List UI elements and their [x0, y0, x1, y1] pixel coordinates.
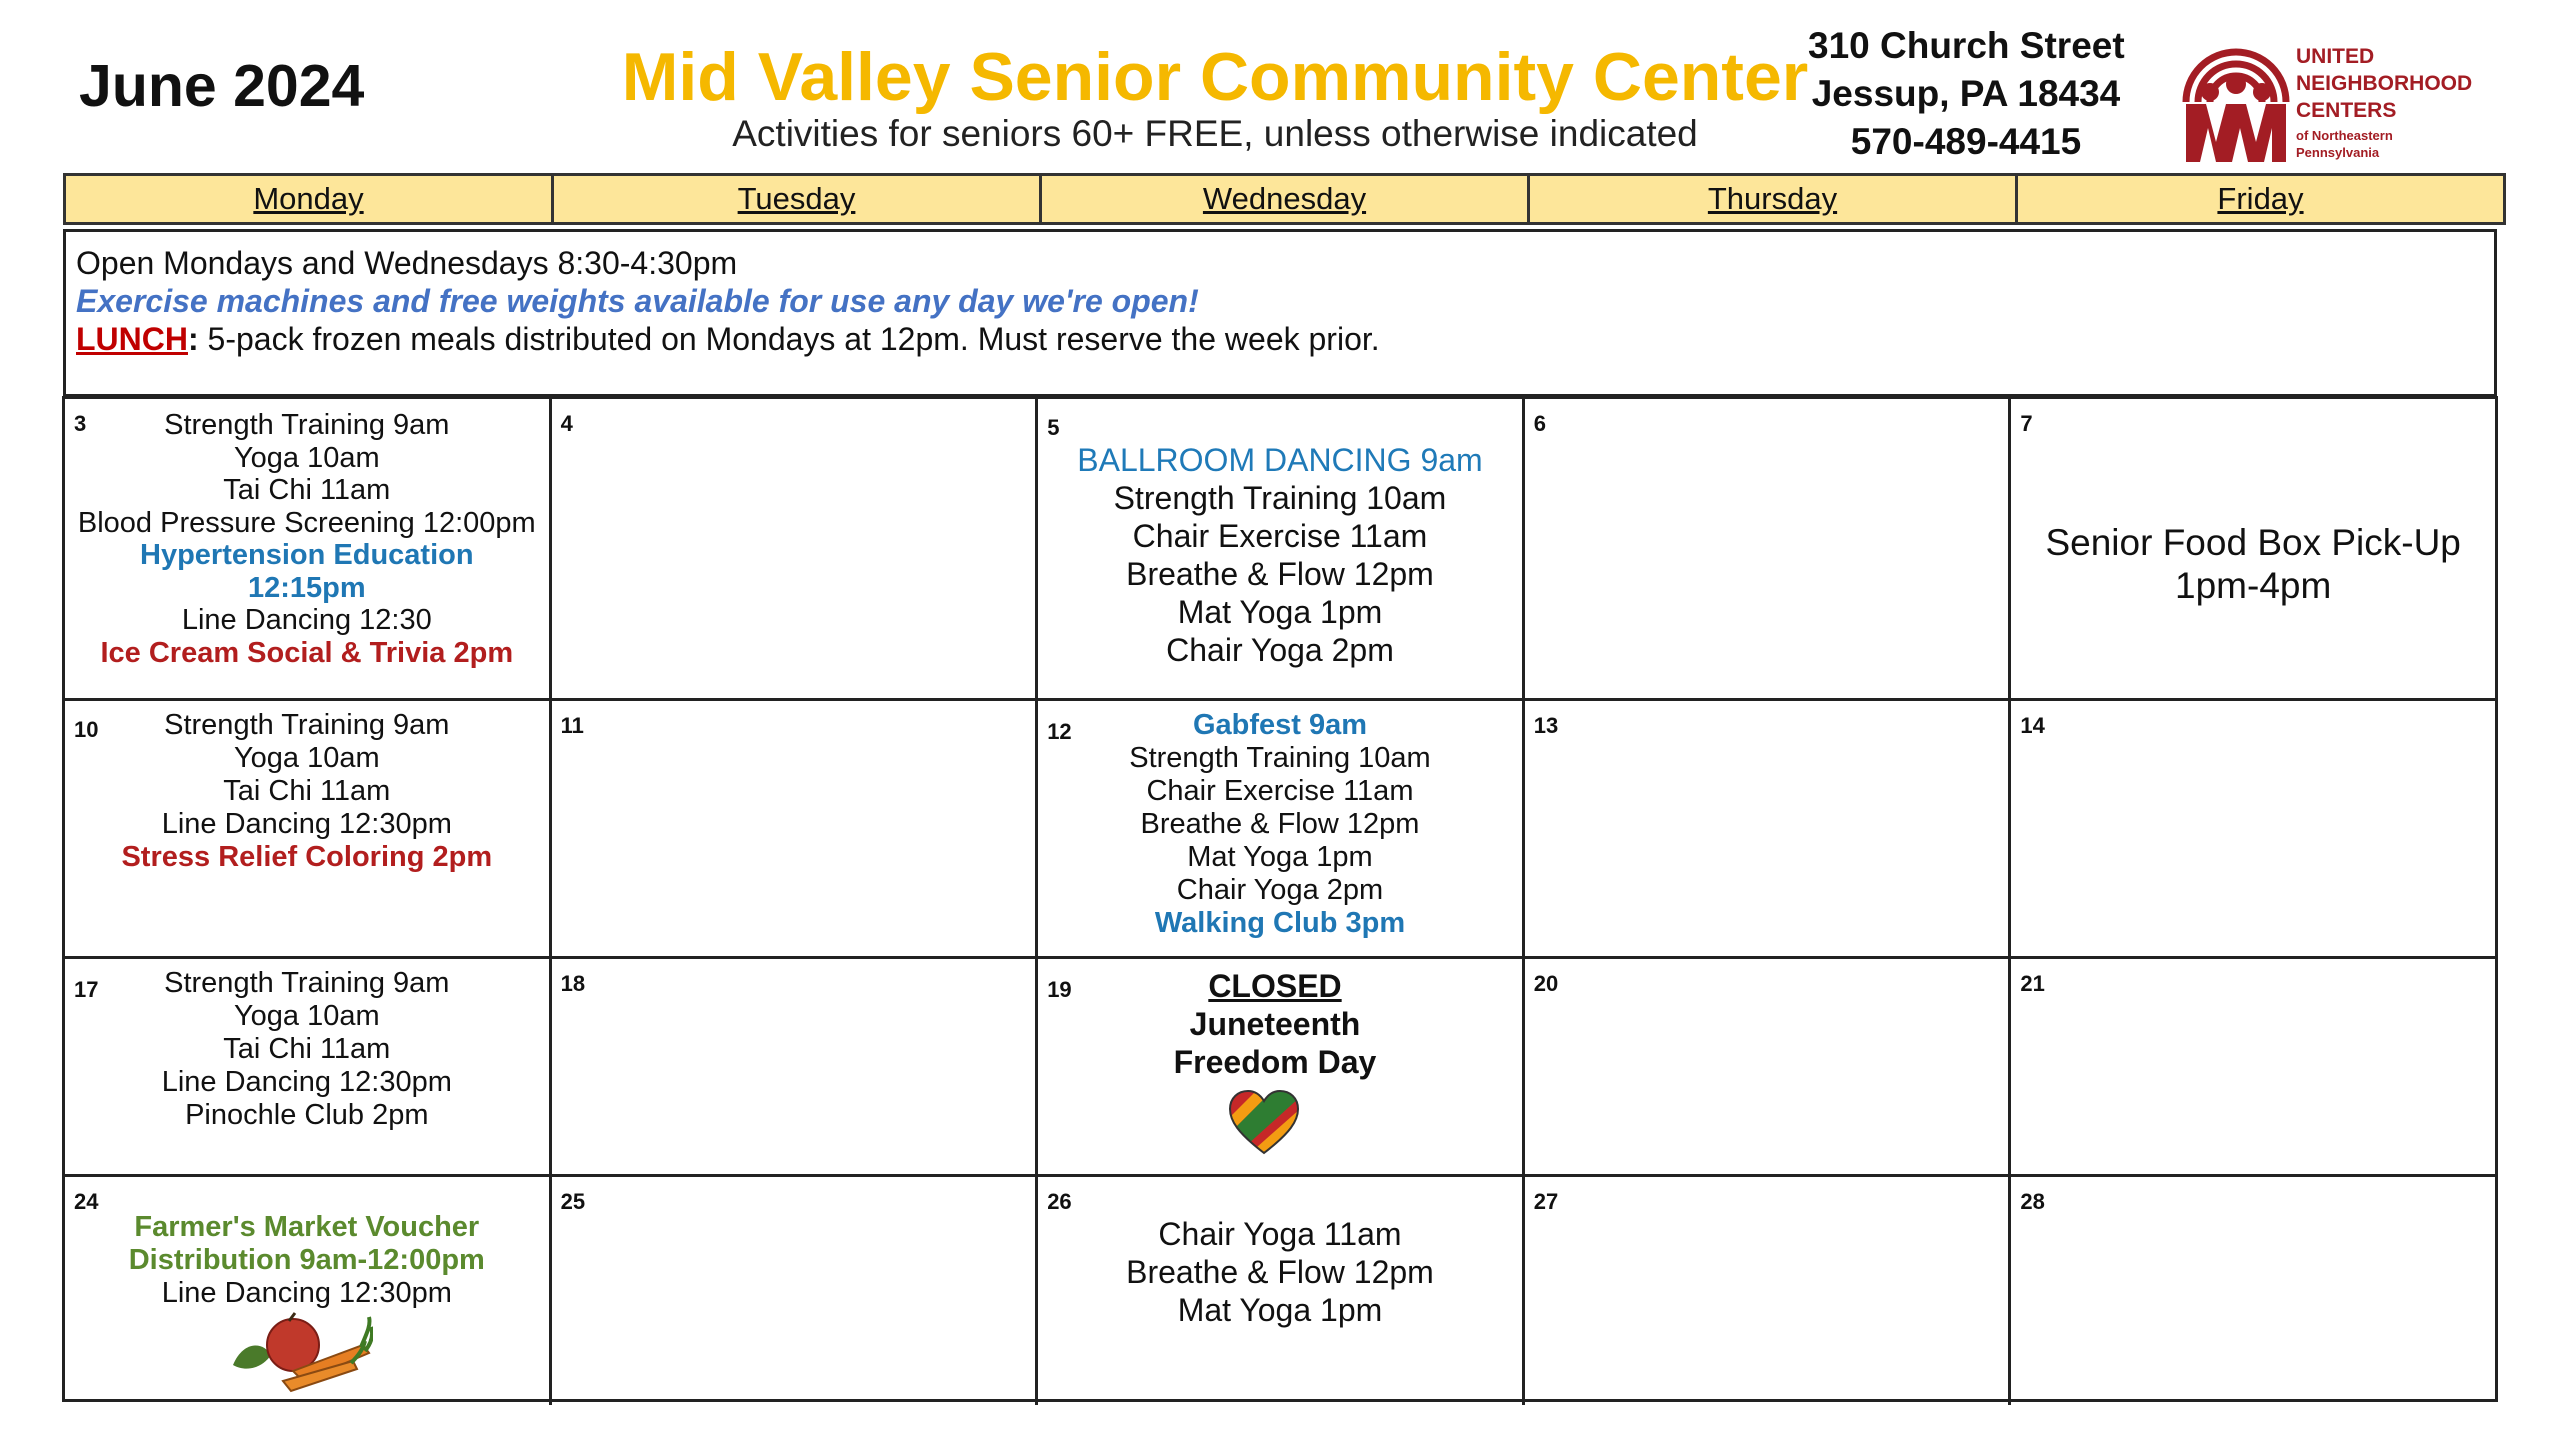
- event: Strength Training 10am: [1113, 480, 1447, 516]
- event: Yoga 10am: [233, 441, 380, 474]
- event-list: [1038, 1215, 1522, 1329]
- exercise-notice: Exercise machines and free weights available for use any day we're open!: [76, 283, 1199, 319]
- event: Juneteenth: [1189, 1006, 1361, 1042]
- event: 1pm-4pm: [2175, 565, 2332, 606]
- event: Mat Yoga 1pm: [1187, 841, 1373, 873]
- day-number: 5: [1047, 415, 1060, 440]
- event: Yoga 10am: [233, 1000, 380, 1032]
- day-cell: [1038, 959, 1525, 1177]
- day-number: 24: [74, 1189, 99, 1214]
- week-row: [65, 959, 2495, 1177]
- logo-text-centers: CENTERS: [2296, 99, 2397, 122]
- weekday-monday: Monday: [66, 176, 554, 222]
- day-number: 13: [1533, 713, 1559, 738]
- event: Stress Relief Coloring 2pm: [121, 841, 493, 873]
- day-cell: [1038, 1177, 1525, 1405]
- lunch-text: 5-pack frozen meals distributed on Mondays at 12pm. Must reserve the week prior.: [198, 321, 1380, 357]
- logo-text-united: UNITED: [2296, 45, 2375, 68]
- event: Line Dancing 12:30pm: [161, 808, 452, 840]
- day-cell: [65, 399, 552, 701]
- phone-number: 570-489-4415: [1850, 121, 2082, 162]
- day-cell: [2011, 399, 2495, 701]
- street-address: 310 Church Street: [1808, 25, 2125, 66]
- event-list: [2011, 521, 2495, 607]
- event: Strength Training 9am: [164, 967, 450, 999]
- day-number: 20: [1533, 971, 1559, 996]
- event: Line Dancing 12:30pm: [161, 1277, 452, 1309]
- weekday-tuesday: Tuesday: [554, 176, 1042, 222]
- event: Senior Food Box Pick-Up: [2045, 522, 2461, 563]
- event: Chair Exercise 11am: [1146, 775, 1414, 807]
- event: Line Dancing 12:30pm: [161, 1066, 452, 1098]
- month-title: June 2024: [79, 53, 365, 119]
- day-number: 27: [1533, 1189, 1559, 1214]
- event-list: [1038, 441, 1522, 669]
- day-number: 19: [1047, 977, 1072, 1002]
- event: Freedom Day: [1173, 1044, 1377, 1080]
- day-cell: [1525, 959, 2012, 1177]
- event-list: [65, 709, 549, 874]
- calendar-grid: [62, 396, 2498, 1402]
- event: Chair Exercise 11am: [1132, 518, 1428, 554]
- day-number: 6: [1533, 411, 1547, 436]
- hours-notice: Open Mondays and Wednesdays 8:30-4:30pm: [76, 245, 738, 281]
- day-number: 7: [2020, 411, 2033, 436]
- day-cell: [2011, 701, 2495, 959]
- event: Breathe & Flow 12pm: [1140, 808, 1420, 840]
- event: Ice Cream Social & Trivia 2pm: [100, 636, 514, 669]
- day-number: 28: [2020, 1189, 2045, 1214]
- united-neighborhood-centers-logo: [2176, 32, 2516, 167]
- day-cell: [552, 399, 1039, 701]
- day-number: 3: [74, 411, 87, 436]
- day-number: 12: [1047, 719, 1072, 744]
- address-block: [1808, 22, 2124, 166]
- event: Breathe & Flow 12pm: [1126, 556, 1434, 592]
- weekday-thursday: Thursday: [1530, 176, 2018, 222]
- event: Chair Yoga 2pm: [1176, 874, 1384, 906]
- event: Gabfest 9am: [1192, 709, 1368, 741]
- event-list: [1038, 709, 1522, 940]
- lunch-label: LUNCH: [76, 321, 188, 357]
- juneteenth-heart-icon: [1228, 1089, 1300, 1155]
- day-cell: [2011, 959, 2495, 1177]
- event: Hypertension Education: [140, 539, 474, 571]
- event: Line Dancing 12:30: [181, 604, 432, 636]
- day-number: 26: [1047, 1189, 1072, 1214]
- city-address: Jessup, PA 18434: [1811, 73, 2121, 114]
- day-cell: [552, 1177, 1039, 1405]
- event-list: [65, 409, 549, 669]
- event: 12:15pm: [247, 571, 366, 604]
- weekday-friday: Friday: [2217, 181, 2304, 216]
- event: Breathe & Flow 12pm: [1126, 1254, 1434, 1290]
- logo-text-pennsylvania: Pennsylvania: [2296, 145, 2380, 160]
- event: Mat Yoga 1pm: [1177, 594, 1383, 630]
- event: Chair Yoga 2pm: [1166, 632, 1394, 668]
- event: Strength Training 10am: [1129, 742, 1431, 774]
- week-row: [65, 399, 2495, 701]
- day-cell: [552, 701, 1039, 959]
- day-number: 17: [74, 977, 99, 1002]
- event: Tai Chi 11am: [223, 775, 391, 807]
- event: Mat Yoga 1pm: [1177, 1292, 1383, 1328]
- day-cell: [65, 701, 552, 959]
- day-cell: [1525, 399, 2012, 701]
- logo-text-neighborhood: NEIGHBORHOOD: [2296, 72, 2473, 95]
- event: Tai Chi 11am: [223, 474, 391, 506]
- lunch-colon: :: [187, 321, 199, 357]
- event: Strength Training 9am: [164, 409, 450, 441]
- center-title: Mid Valley Senior Community Center: [621, 39, 1809, 115]
- week-row: [65, 1177, 2495, 1405]
- day-cell: [65, 959, 552, 1177]
- event: BALLROOM DANCING 9am: [1077, 442, 1483, 478]
- event: Yoga 10am: [233, 742, 380, 774]
- notice-box: [63, 229, 2497, 397]
- day-cell: [1525, 701, 2012, 959]
- event-list: [65, 967, 549, 1132]
- day-number: 10: [74, 717, 99, 742]
- logo-text-northeastern: of Northeastern: [2296, 128, 2393, 143]
- event: Blood Pressure Screening 12:00pm: [77, 506, 536, 539]
- event-list: [65, 1211, 549, 1310]
- day-cell: [65, 1177, 552, 1405]
- event: Walking Club 3pm: [1154, 907, 1406, 939]
- day-number: 18: [560, 971, 586, 996]
- event: Tai Chi 11am: [223, 1033, 391, 1065]
- weekday-header-row: [63, 173, 2506, 225]
- event: Pinochle Club 2pm: [185, 1099, 429, 1131]
- day-number: 25: [560, 1189, 586, 1214]
- day-cell: [2011, 1177, 2495, 1405]
- event: Farmer's Market Voucher: [134, 1211, 480, 1243]
- day-cell: [1038, 399, 1525, 701]
- event: Strength Training 9am: [164, 709, 450, 741]
- day-number: 14: [2020, 713, 2045, 738]
- event: CLOSED: [1208, 968, 1342, 1004]
- day-number: 4: [560, 411, 573, 436]
- subtitle: Activities for seniors 60+ FREE, unless otherwise indicated: [732, 113, 1698, 154]
- event: Distribution 9am-12:00pm: [128, 1244, 485, 1276]
- day-cell: [552, 959, 1039, 1177]
- fruit-vegetables-icon: [223, 1311, 373, 1395]
- day-number: 21: [2020, 971, 2045, 996]
- day-cell: [1038, 701, 1525, 959]
- event: Chair Yoga 11am: [1158, 1216, 1402, 1252]
- lunch-notice: [76, 320, 2484, 358]
- day-number: 11: [560, 713, 584, 738]
- event-list: [1028, 967, 1522, 1081]
- weekday-wednesday: Wednesday: [1042, 176, 1530, 222]
- day-cell: [1525, 1177, 2012, 1405]
- week-row: [65, 701, 2495, 959]
